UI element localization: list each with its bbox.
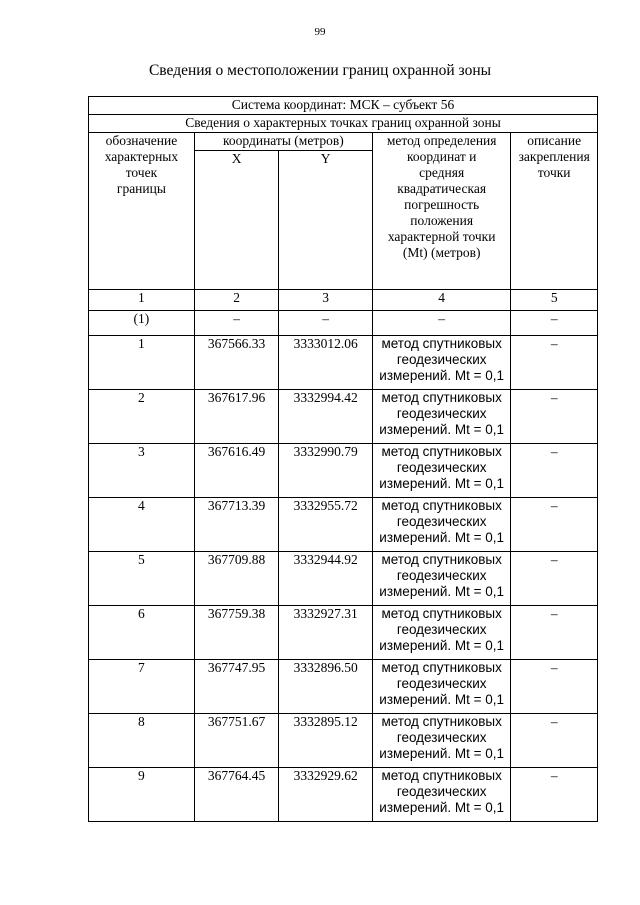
designation-line-4: границы — [116, 181, 166, 196]
column-number-5: 5 — [511, 290, 598, 311]
method-header-line-1: метод определения — [386, 133, 497, 148]
data-rows — [89, 336, 598, 822]
boundary-part-row — [89, 311, 598, 336]
designation-line-2: характерных — [104, 149, 179, 164]
boundary-part-x: – — [194, 311, 278, 336]
designation-line-1: обозначение — [105, 133, 178, 148]
table-row — [89, 444, 598, 498]
method-line-3: измерений. Mt = 0,1 — [379, 422, 505, 437]
boundary-part-method: – — [372, 311, 510, 336]
method-header-line-7: характерной точки — [387, 229, 496, 244]
column-number-3: 3 — [279, 290, 373, 311]
y-coordinate-cell: 3332990.79 — [279, 444, 373, 498]
method-header — [372, 133, 510, 290]
description-cell: – — [511, 336, 598, 390]
y-coordinate-cell: 3332929.62 — [279, 768, 373, 822]
method-line-1: метод спутниковых — [381, 498, 502, 513]
boundary-points-table — [88, 96, 598, 822]
method-line-3: измерений. Mt = 0,1 — [379, 800, 505, 815]
method-cell — [372, 498, 510, 552]
points-info-row — [89, 115, 598, 133]
coordinates-header: координаты (метров) — [194, 133, 372, 151]
method-header-line-4: квадратическая — [397, 181, 487, 196]
description-header — [511, 133, 598, 290]
document-title: Сведения о местоположении границ охранной зоны — [148, 62, 492, 79]
method-cell — [372, 606, 510, 660]
boundary-part-label: (1) — [89, 311, 195, 336]
table-row — [89, 552, 598, 606]
method-line-2: геодезических — [396, 406, 487, 421]
method-line-1: метод спутниковых — [381, 714, 502, 729]
designation-line-3: точек — [125, 165, 158, 180]
method-line-1: метод спутниковых — [381, 768, 502, 783]
method-line-3: измерений. Mt = 0,1 — [379, 476, 505, 491]
point-number-cell: 2 — [89, 390, 195, 444]
designation-header — [89, 133, 195, 290]
table-row — [89, 336, 598, 390]
x-header: X — [194, 151, 278, 290]
x-coordinate-cell: 367751.67 — [194, 714, 278, 768]
method-line-2: геодезических — [396, 568, 487, 583]
description-line-2: закрепления — [518, 149, 590, 164]
method-line-1: метод спутниковых — [381, 336, 502, 351]
method-header-line-2: координат и — [406, 149, 477, 164]
description-cell: – — [511, 714, 598, 768]
method-line-2: геодезических — [396, 676, 487, 691]
description-cell: – — [511, 606, 598, 660]
y-coordinate-cell: 3332896.50 — [279, 660, 373, 714]
y-coordinate-cell: 3332994.42 — [279, 390, 373, 444]
x-coordinate-cell: 367759.38 — [194, 606, 278, 660]
coordinate-system-row — [89, 97, 598, 115]
point-number-cell: 6 — [89, 606, 195, 660]
method-line-3: измерений. Mt = 0,1 — [379, 530, 505, 545]
method-cell — [372, 552, 510, 606]
column-number-2: 2 — [194, 290, 278, 311]
description-line-1: описание — [527, 133, 582, 148]
table-row — [89, 606, 598, 660]
method-line-2: геодезических — [396, 784, 487, 799]
method-line-1: метод спутниковых — [381, 444, 502, 459]
description-line-3: точки — [537, 165, 571, 180]
method-cell — [372, 660, 510, 714]
column-number-1: 1 — [89, 290, 195, 311]
description-cell: – — [511, 768, 598, 822]
method-header-line-8: (Mt) (метров) — [402, 245, 481, 260]
x-coordinate-cell: 367709.88 — [194, 552, 278, 606]
x-coordinate-cell: 367747.95 — [194, 660, 278, 714]
method-line-3: измерений. Mt = 0,1 — [379, 692, 505, 707]
point-number-cell: 7 — [89, 660, 195, 714]
y-coordinate-cell: 3332955.72 — [279, 498, 373, 552]
x-coordinate-cell: 367713.39 — [194, 498, 278, 552]
table-row — [89, 498, 598, 552]
method-line-3: измерений. Mt = 0,1 — [379, 584, 505, 599]
method-line-3: измерений. Mt = 0,1 — [379, 368, 505, 383]
column-header-row — [89, 133, 598, 151]
y-header: Y — [279, 151, 373, 290]
method-cell — [372, 768, 510, 822]
method-cell — [372, 336, 510, 390]
x-coordinate-cell: 367616.49 — [194, 444, 278, 498]
y-coordinate-cell: 3332927.31 — [279, 606, 373, 660]
page-number: 99 — [314, 26, 326, 38]
table-row — [89, 768, 598, 822]
table-row — [89, 714, 598, 768]
point-number-cell: 4 — [89, 498, 195, 552]
point-number-cell: 3 — [89, 444, 195, 498]
point-number-cell: 8 — [89, 714, 195, 768]
method-line-1: метод спутниковых — [381, 606, 502, 621]
method-line-3: измерений. Mt = 0,1 — [379, 638, 505, 653]
description-cell: – — [511, 552, 598, 606]
points-info-cell: Сведения о характерных точках границ охранной зоны — [89, 115, 598, 133]
method-line-2: геодезических — [396, 514, 487, 529]
description-cell: – — [511, 660, 598, 714]
method-line-1: метод спутниковых — [381, 552, 502, 567]
x-coordinate-cell: 367566.33 — [194, 336, 278, 390]
column-number-4: 4 — [372, 290, 510, 311]
description-cell: – — [511, 390, 598, 444]
description-cell: – — [511, 444, 598, 498]
method-line-1: метод спутниковых — [381, 390, 502, 405]
y-coordinate-cell: 3333012.06 — [279, 336, 373, 390]
description-cell: – — [511, 498, 598, 552]
x-coordinate-cell: 367617.96 — [194, 390, 278, 444]
method-line-2: геодезических — [396, 730, 487, 745]
boundary-part-description: – — [511, 311, 598, 336]
y-coordinate-cell: 3332895.12 — [279, 714, 373, 768]
method-line-2: геодезических — [396, 622, 487, 637]
method-header-line-3: средняя — [419, 165, 465, 180]
boundary-part-y: – — [279, 311, 373, 336]
method-line-2: геодезических — [396, 352, 487, 367]
method-header-line-6: положения — [410, 213, 474, 228]
method-line-1: метод спутниковых — [381, 660, 502, 675]
x-coordinate-cell: 367764.45 — [194, 768, 278, 822]
point-number-cell: 5 — [89, 552, 195, 606]
coordinate-system-cell: Система координат: МСК – субъект 56 — [89, 97, 598, 115]
table-row — [89, 390, 598, 444]
method-cell — [372, 444, 510, 498]
table-row — [89, 660, 598, 714]
column-number-row — [89, 290, 598, 311]
method-header-line-5: погрешность — [404, 197, 480, 212]
method-line-2: геодезических — [396, 460, 487, 475]
method-cell — [372, 714, 510, 768]
method-cell — [372, 390, 510, 444]
point-number-cell: 1 — [89, 336, 195, 390]
point-number-cell: 9 — [89, 768, 195, 822]
method-line-3: измерений. Mt = 0,1 — [379, 746, 505, 761]
y-coordinate-cell: 3332944.92 — [279, 552, 373, 606]
